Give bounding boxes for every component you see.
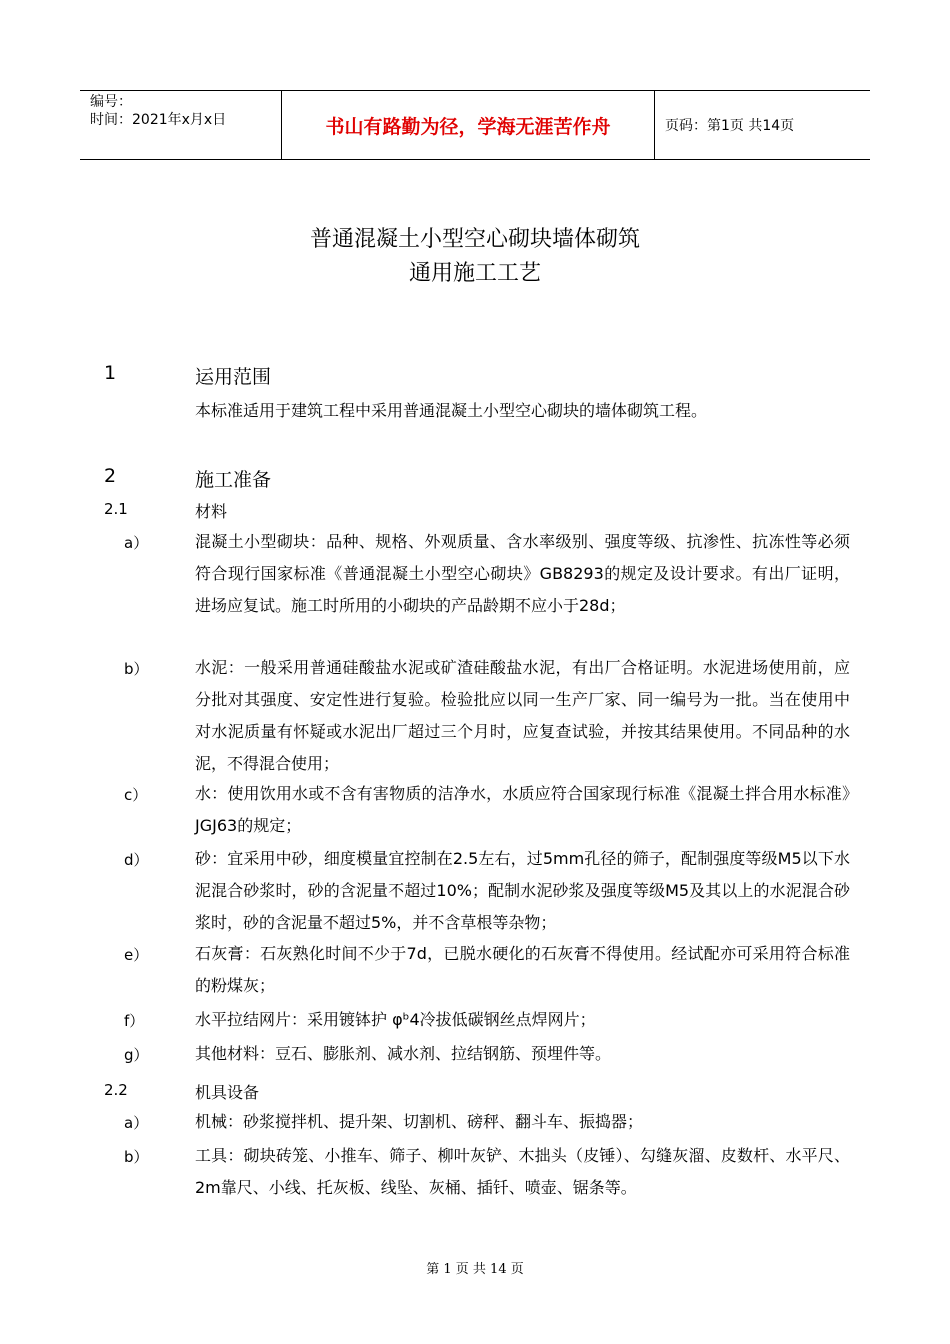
list-item-label: c）	[124, 786, 148, 804]
document-header	[80, 90, 870, 160]
subsection-title: 机具设备	[195, 1083, 260, 1102]
header-page-label: 页码：第1页 共14页	[665, 118, 795, 134]
list-item-text: 水泥：一般采用普通硅酸盐水泥或矿渣硅酸盐水泥，有出厂合格证明。水泥进场使用前，应分批对其强度、安定性进行复验。检验批应以同一生产厂家、同一编号为一批。当在使用中对水泥质量有怀疑或水泥出厂超过三个月时，应复查试验，并按其结果使用。不同品种的水泥，不得混合使用；	[195, 658, 850, 773]
section-number: 1	[104, 362, 117, 384]
list-item-label: g）	[124, 1046, 149, 1064]
list-item-text: 工具：砌块砖笼、小推车、筛子、柳叶灰铲、木拙头（皮锤）、勾缝灰溜、皮数杆、水平尺、2m靠尺、小线、托灰板、线坠、灰桶、插钎、喷壶、锯条等。	[195, 1146, 850, 1197]
list-item-label: e）	[124, 946, 149, 964]
list-item-label: f）	[124, 1012, 145, 1030]
list-item-label: b）	[124, 660, 149, 678]
subsection-number: 2.1	[104, 500, 128, 518]
list-item-text: 石灰膏：石灰熟化时间不少于7d，已脱水硬化的石灰膏不得使用。经试配亦可采用符合标准的粉煤灰；	[195, 944, 850, 995]
list-item-label: a）	[124, 534, 149, 552]
list-item-text: 水平拉结网片：采用镀钵护 φᵇ4冷拔低碳钢丝点焊网片；	[195, 1010, 596, 1029]
header-motto: 书山有路勤为径，学海无涯苦作舟	[325, 115, 611, 138]
header-divider	[654, 91, 655, 159]
document-time-label: 时间：2021年x月x日	[90, 112, 227, 128]
section-number: 2	[104, 465, 117, 487]
list-item-label: a）	[124, 1114, 149, 1132]
subsection-number: 2.2	[104, 1081, 128, 1099]
list-item-label: b）	[124, 1148, 149, 1166]
document-number-label: 编号：	[90, 94, 132, 110]
list-item-text: 水：使用饮用水或不含有害物质的洁净水，水质应符合国家现行标准《混凝土拌合用水标准》JGJ63的规定；	[195, 784, 850, 835]
list-item-text: 砂：宜采用中砂，细度模量宜控制在2.5左右，过5mm孔径的筛子，配制强度等级M5以下水泥混合砂浆时，砂的含泥量不超过10%；配制水泥砂浆及强度等级M5及其以上的水泥混合砂浆时，砂的含泥量不超过5%，并不含草根等杂物；	[195, 849, 850, 932]
list-item-text: 其他材料：豆石、膨胀剂、减水剂、拉结钢筋、预埋件等。	[195, 1044, 612, 1063]
document-title-line1: 普通混凝土小型空心砌块墙体砌筑	[309, 227, 640, 252]
header-meta	[90, 93, 226, 129]
list-item-text: 机械：砂浆搅拌机、提升架、切割机、磅秤、翻斗车、振捣器；	[195, 1112, 644, 1131]
document-title-line2: 通用施工工艺	[408, 261, 541, 286]
section-title: 施工准备	[195, 469, 272, 491]
subsection-title: 材料	[195, 502, 228, 521]
list-item-label: d）	[124, 851, 149, 869]
list-item-text: 混凝土小型砌块：品种、规格、外观质量、含水率级别、强度等级、抗渗性、抗冻性等必须符合现行国家标准《普通混凝土小型空心砌块》GB8293的规定及设计要求。有出厂证明，进场应复试。施工时所用的小砌块的产品龄期不应小于28d；	[195, 532, 850, 615]
page-footer: 第 1 页 共 14 页	[426, 1262, 524, 1277]
section-title: 运用范围	[195, 366, 272, 388]
section-paragraph: 本标准适用于建筑工程中采用普通混凝土小型空心砌块的墙体砌筑工程。	[195, 401, 708, 420]
